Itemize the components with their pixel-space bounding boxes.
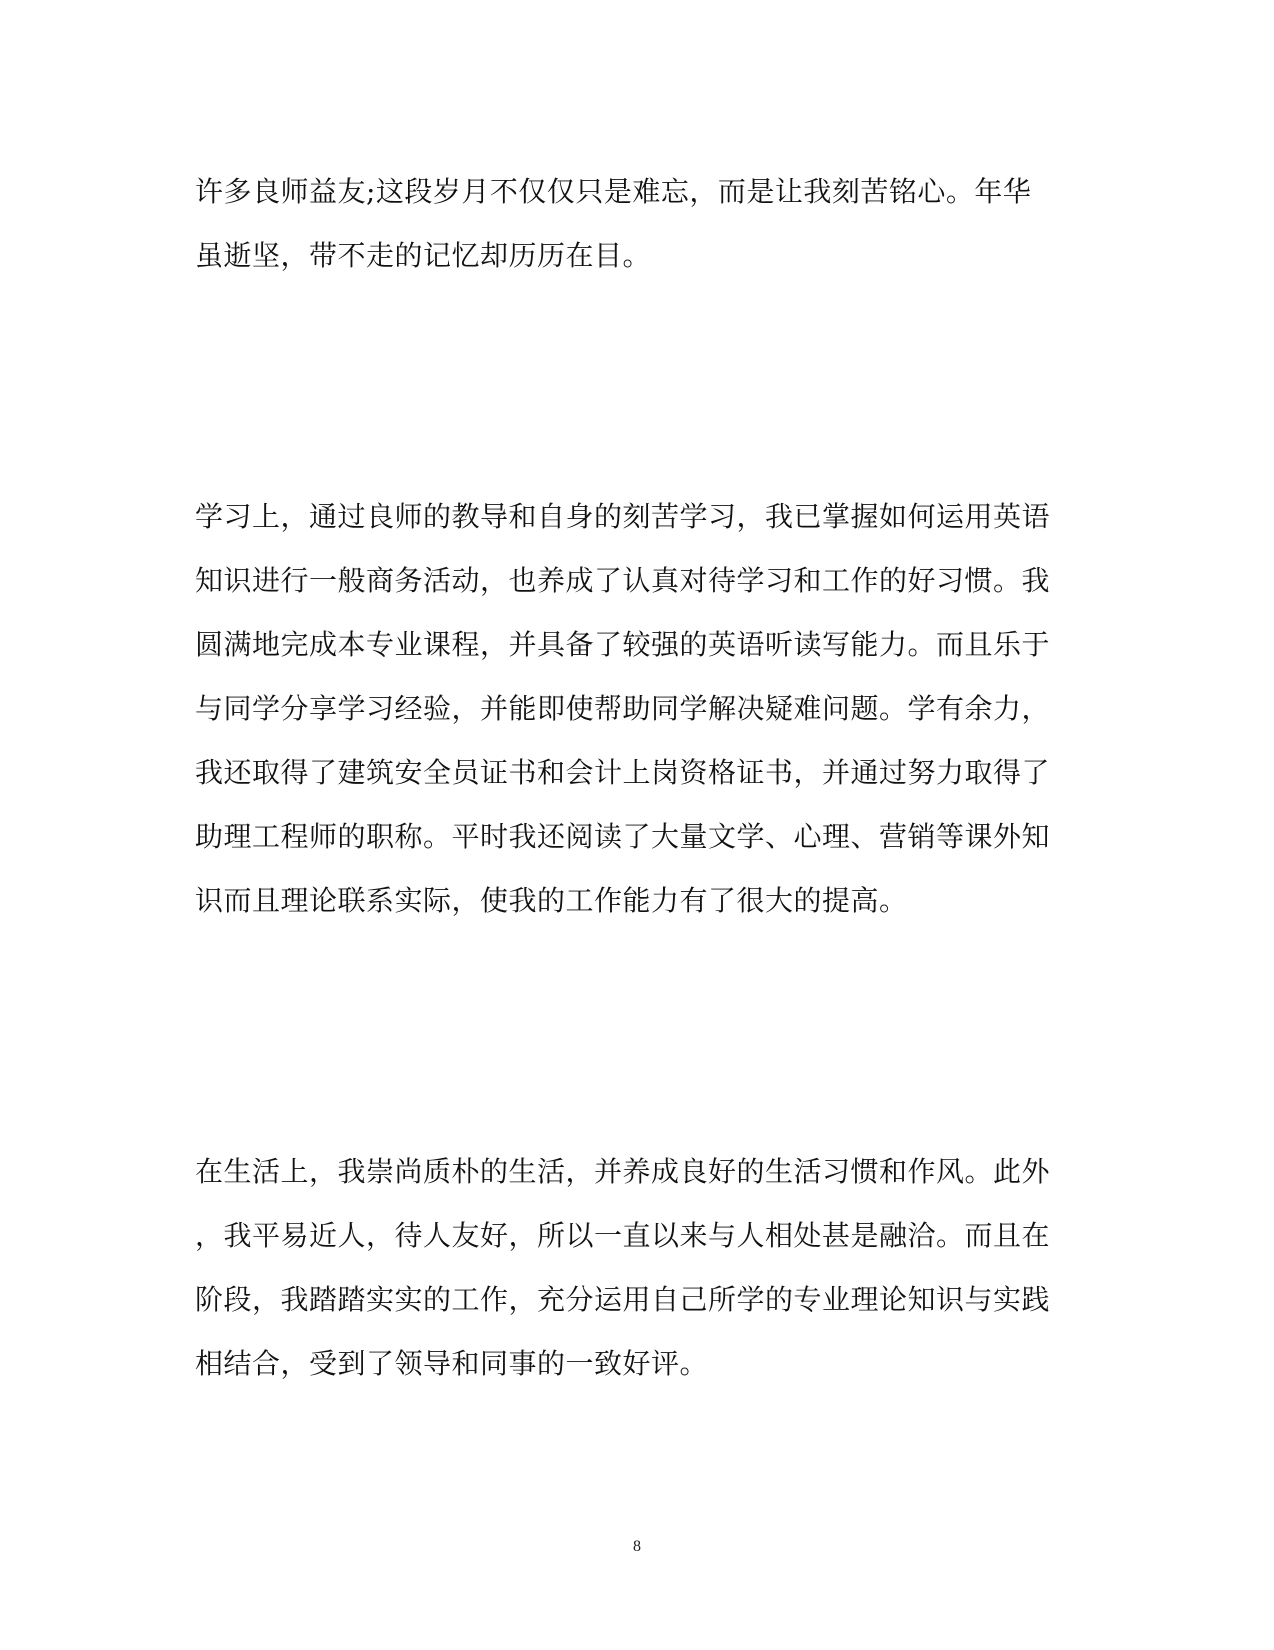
text-line: 我还取得了建筑安全员证书和会计上岗资格证书，并通过努力取得了 [195, 756, 1051, 789]
text-line: 相结合，受到了领导和同事的一致好评。 [195, 1347, 709, 1380]
page-number: 8 [633, 1538, 641, 1555]
text-line: 知识进行一般商务活动，也养成了认真对待学习和工作的好习惯。我 [195, 564, 1051, 597]
text-line: 虽逝坚，带不走的记忆却历历在目。 [195, 239, 652, 272]
paragraph-study [195, 485, 1075, 933]
text-line: 识而且理论联系实际，使我的工作能力有了很大的提高。 [195, 884, 908, 917]
text-line: 助理工程师的职称。平时我还阅读了大量文学、心理、营销等课外知 [195, 820, 1051, 853]
paragraph-memories [195, 160, 1075, 288]
text-line: 阶段，我踏踏实实的工作，充分运用自己所学的专业理论知识与实践 [195, 1283, 1051, 1316]
text-line: 与同学分享学习经验，并能即使帮助同学解决疑难问题。学有余力， [195, 692, 1051, 725]
paragraph-life [195, 1140, 1075, 1396]
text-line: ，我平易近人，待人友好，所以一直以来与人相处甚是融洽。而且在 [195, 1219, 1051, 1252]
text-line: 圆满地完成本专业课程，并具备了较强的英语听读写能力。而且乐于 [195, 628, 1051, 661]
text-line: 在生活上，我崇尚质朴的生活，并养成良好的生活习惯和作风。此外 [195, 1155, 1051, 1188]
text-line: 许多良师益友;这段岁月不仅仅只是难忘，而是让我刻苦铭心。年华 [195, 175, 1032, 208]
text-line: 学习上，通过良师的教导和自身的刻苦学习，我已掌握如何运用英语 [195, 500, 1051, 533]
